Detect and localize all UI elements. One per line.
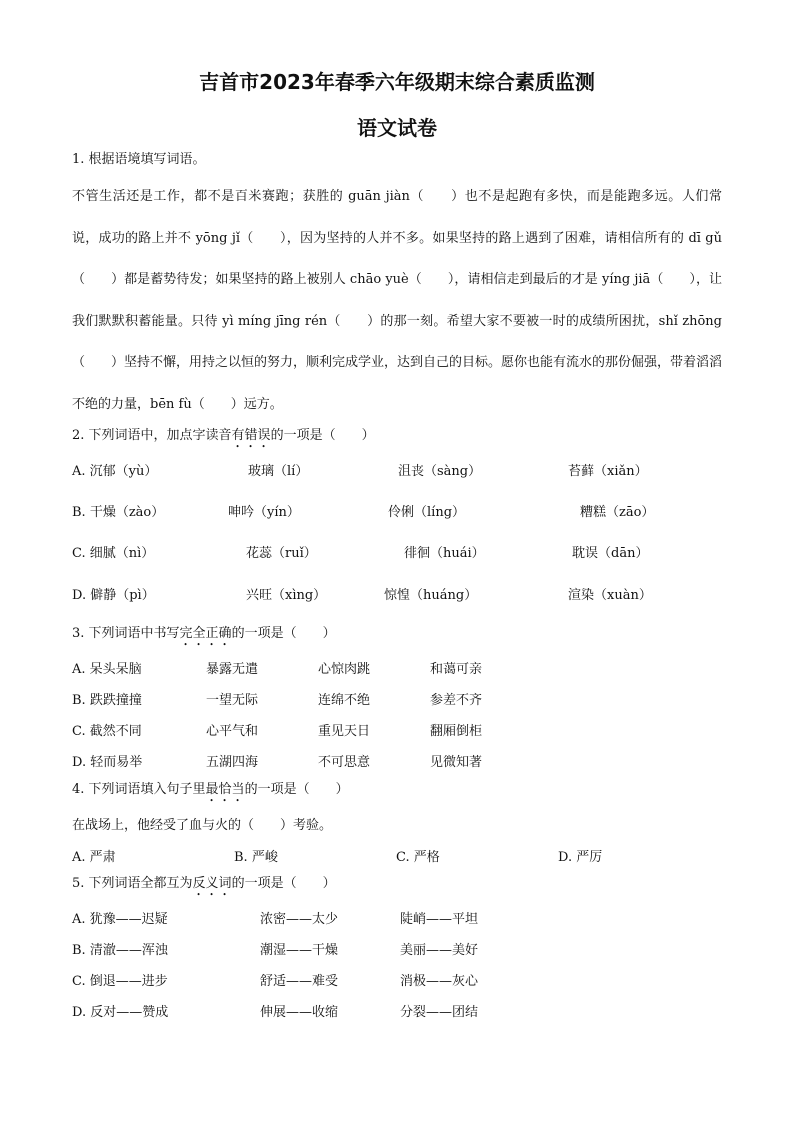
q2-option-c-2: 花蕊（ruǐ） bbox=[246, 546, 317, 561]
q5-stem-pre: 5. 下列词语全都互为 bbox=[72, 876, 193, 891]
q2-option-c-3: 徘徊（huái） bbox=[404, 546, 485, 561]
q2-option-a: A. 沉郁（yù） bbox=[72, 464, 158, 479]
q5-stem-emphasis: 反义词 bbox=[192, 876, 232, 891]
q2-option-a-3: 沮丧（sàng） bbox=[398, 464, 482, 479]
q3-option-b-4: 参差不齐 bbox=[430, 693, 483, 708]
q4-option-a: A. 严肃 bbox=[72, 850, 116, 865]
q3-option-b-2: 一望无际 bbox=[206, 693, 259, 708]
q3-option-c-4: 翻厢倒柜 bbox=[430, 724, 483, 739]
q5-option-d-3: 分裂——团结 bbox=[400, 1005, 479, 1020]
q5-option-b-3: 美丽——美好 bbox=[400, 943, 479, 958]
q3-option-c: C. 截然不同 bbox=[72, 724, 142, 739]
q2-option-d: D. 僻静（pì） bbox=[72, 588, 155, 603]
q3-stem bbox=[72, 624, 336, 649]
q4-stem-emphasis: 最恰当 bbox=[205, 782, 245, 797]
q2-stem bbox=[72, 426, 375, 451]
q2-option-b-3: 伶俐（líng） bbox=[388, 505, 466, 520]
q2-option-a-2: 玻璃（lí） bbox=[248, 464, 309, 479]
q4-option-d: D. 严厉 bbox=[558, 850, 603, 865]
q3-option-a: A. 呆头呆脑 bbox=[72, 662, 142, 677]
q2-stem-emphasis: 有错误 bbox=[231, 428, 271, 443]
q2-option-b: B. 干燥（zào） bbox=[72, 505, 165, 520]
q3-option-a-2: 暴露无遣 bbox=[206, 662, 259, 677]
q3-option-d: D. 轻而易举 bbox=[72, 755, 143, 770]
q1-passage: 不管生活还是工作，都不是百米赛跑；获胜的 guān jiàn（ ）也不是起跑有多快，而是能跑多远。人们常说，成功的路上并不 yōng jǐ（ ），因为坚持的人并不多。如果坚持的路上遇到了困难，请相信所有的 dī gǔ（ ）都是蓄势待发；如果坚持的路上被别人 chāo yuè（ ），请相信走到最后的才是 yíng jiā（ ），让我们默默积蓄能量。只待 yì míng jīng rén（ ）的那一刻。希望大家不要被一时的成绩所困扰，shǐ zhōng（ ）坚持不懈，用持之以恒的努力，顺利完成学业，达到自己的目标。愿你也能有流水的那份倔强，带着滔滔不绝的力量，bēn fù（ ）远方。 bbox=[72, 189, 723, 412]
q3-option-c-3: 重见天日 bbox=[318, 724, 371, 739]
q2-option-d-3: 惊惶（huáng） bbox=[384, 588, 478, 603]
q3-option-d-4: 见微知著 bbox=[430, 755, 483, 770]
q1-stem: 1. 根据语境填写词语。 bbox=[72, 152, 206, 167]
q3-option-b-3: 连绵不绝 bbox=[318, 693, 371, 708]
q3-stem-emphasis: 完全正确 bbox=[179, 626, 232, 641]
q3-option-a-3: 心惊肉跳 bbox=[318, 662, 371, 677]
q5-option-c: C. 倒退——进步 bbox=[72, 974, 168, 989]
q4-option-b: B. 严峻 bbox=[234, 850, 278, 865]
q5-option-d: D. 反对——赞成 bbox=[72, 1005, 169, 1020]
q5-stem-post: 的一项是（ ） bbox=[231, 876, 336, 891]
q3-option-c-2: 心平气和 bbox=[206, 724, 259, 739]
exam-subtitle: 语文试卷 bbox=[357, 116, 437, 140]
q3-stem-pre: 3. 下列词语中书写 bbox=[72, 626, 180, 641]
q2-option-b-2: 呻吟（yín） bbox=[228, 505, 300, 520]
q5-option-b: B. 清澈——浑浊 bbox=[72, 943, 168, 958]
q4-stem bbox=[72, 780, 349, 805]
q3-option-d-2: 五湖四海 bbox=[206, 755, 259, 770]
q5-option-c-2: 舒适——难受 bbox=[260, 974, 339, 989]
q4-sentence: 在战场上，他经受了血与火的（ ）考验。 bbox=[72, 818, 333, 833]
q4-stem-post: 的一项是（ ） bbox=[244, 782, 349, 797]
q3-option-d-3: 不可思意 bbox=[318, 755, 371, 770]
q5-option-a: A. 犹豫——迟疑 bbox=[72, 912, 168, 927]
q2-option-c-4: 耽误（dān） bbox=[572, 546, 649, 561]
q2-option-d-4: 渲染（xuàn） bbox=[568, 588, 652, 603]
q2-option-d-2: 兴旺（xìng） bbox=[246, 588, 327, 603]
q4-option-c: C. 严格 bbox=[396, 850, 440, 865]
q3-option-b: B. 跌跌撞撞 bbox=[72, 693, 142, 708]
q5-option-a-2: 浓密——太少 bbox=[260, 912, 339, 927]
q5-option-c-3: 消极——灰心 bbox=[400, 974, 479, 989]
q2-stem-pre: 2. 下列词语中，加点字读音 bbox=[72, 428, 232, 443]
q5-option-a-3: 陡峭——平坦 bbox=[400, 912, 479, 927]
q5-option-d-2: 伸展——收缩 bbox=[260, 1005, 339, 1020]
q5-option-b-2: 潮湿——干燥 bbox=[260, 943, 339, 958]
q2-stem-post: 的一项是（ ） bbox=[270, 428, 375, 443]
q5-stem bbox=[72, 874, 336, 899]
q3-option-a-4: 和蔼可亲 bbox=[430, 662, 483, 677]
q4-stem-pre: 4. 下列词语填入句子里 bbox=[72, 782, 206, 797]
exam-title: 吉首市2023年春季六年级期末综合素质监测 bbox=[199, 70, 595, 94]
q3-stem-post: 的一项是（ ） bbox=[231, 626, 336, 641]
q2-option-c: C. 细腻（nì） bbox=[72, 546, 155, 561]
q2-option-b-4: 糟糕（zāo） bbox=[580, 505, 655, 520]
q2-option-a-4: 苔藓（xiǎn） bbox=[568, 464, 648, 479]
